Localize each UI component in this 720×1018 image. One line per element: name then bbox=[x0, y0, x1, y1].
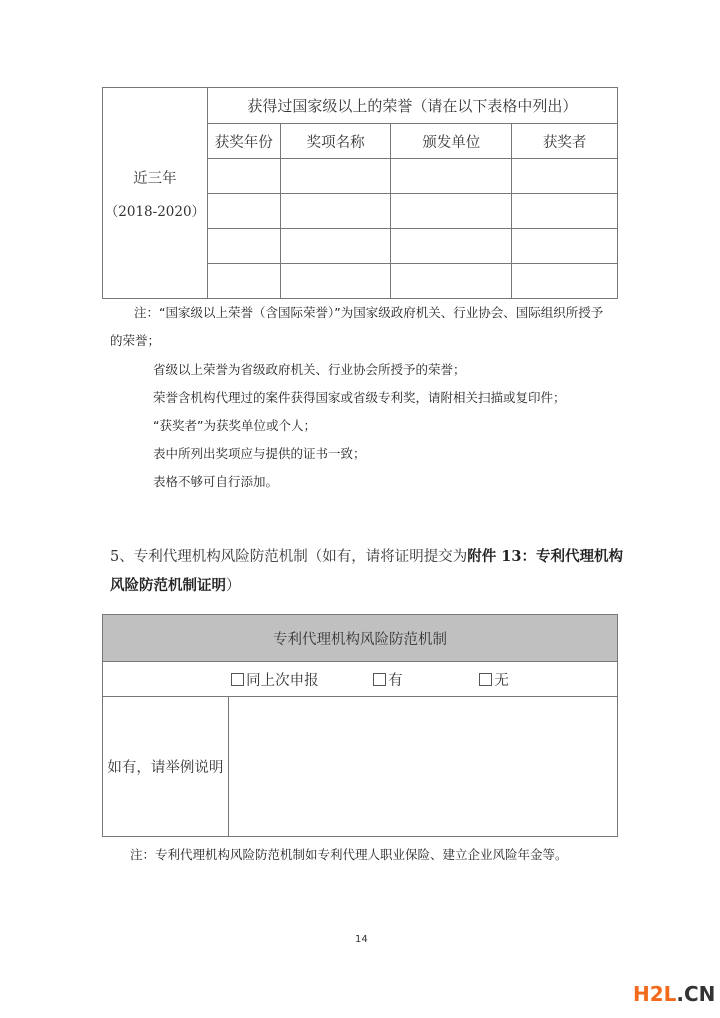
watermark-logo bbox=[633, 982, 715, 1006]
column-header-winner: 获奖者 bbox=[512, 124, 618, 159]
section-5-heading bbox=[110, 545, 623, 566]
description-field[interactable] bbox=[228, 697, 617, 837]
cell-award-name[interactable] bbox=[280, 159, 391, 194]
note-line-1-cont: 的荣誉； bbox=[110, 333, 161, 348]
cell-award-name[interactable] bbox=[280, 194, 391, 229]
cell-winner[interactable] bbox=[512, 264, 618, 299]
section-5-text: 5、专利代理机构风险防范机制（如有，请将证明提交为 bbox=[110, 549, 468, 565]
period-label: 近三年 bbox=[133, 170, 177, 187]
cell-winner[interactable] bbox=[512, 229, 618, 264]
watermark-part2: .CN bbox=[676, 982, 716, 1006]
cell-issuer[interactable] bbox=[391, 229, 512, 264]
note-line-4: “获奖者”为获奖单位或个人； bbox=[153, 418, 316, 433]
section-5-attachment: 附件 13：专利代理机构 bbox=[467, 548, 623, 565]
cell-award-name[interactable] bbox=[280, 264, 391, 299]
option-label: 无 bbox=[494, 672, 509, 689]
cell-issuer[interactable] bbox=[391, 194, 512, 229]
option-yes[interactable] bbox=[373, 669, 403, 690]
cell-year[interactable] bbox=[207, 264, 280, 299]
risk-table-header: 专利代理机构风险防范机制 bbox=[103, 615, 618, 662]
cell-issuer[interactable] bbox=[391, 264, 512, 299]
option-label: 同上次申报 bbox=[246, 672, 319, 689]
column-header-issuer: 颁发单位 bbox=[391, 124, 512, 159]
section-5-attachment-cont: 风险防范机制证明 bbox=[110, 577, 226, 594]
risk-mechanism-table bbox=[102, 614, 618, 837]
period-range: （2018-2020） bbox=[104, 203, 206, 220]
section-5-heading-line2 bbox=[110, 574, 241, 595]
watermark-part1: H2L bbox=[633, 982, 677, 1006]
cell-award-name[interactable] bbox=[280, 229, 391, 264]
page-number: 14 bbox=[355, 934, 368, 945]
section-5-close: ） bbox=[226, 578, 241, 594]
cell-issuer[interactable] bbox=[391, 159, 512, 194]
period-label-cell bbox=[103, 88, 208, 299]
checkbox-icon[interactable] bbox=[479, 673, 492, 686]
risk-options-row bbox=[103, 662, 618, 697]
checkbox-icon[interactable] bbox=[373, 673, 386, 686]
note-line-3: 荣誉含机构代理过的案件获得国家或省级专利奖，请附相关扫描或复印件； bbox=[153, 390, 566, 405]
option-no[interactable] bbox=[479, 669, 509, 690]
description-label: 如有，请举例说明 bbox=[103, 697, 229, 837]
column-header-year: 获奖年份 bbox=[207, 124, 280, 159]
option-label: 有 bbox=[388, 672, 403, 689]
cell-winner[interactable] bbox=[512, 159, 618, 194]
note-line-6: 表格不够可自行添加。 bbox=[153, 474, 279, 489]
note-line-5: 表中所列出奖项应与提供的证书一致； bbox=[153, 446, 366, 461]
note-line-2: 省级以上荣誉为省级政府机关、行业协会所授予的荣誉； bbox=[153, 362, 466, 377]
checkbox-icon[interactable] bbox=[231, 673, 244, 686]
note-line-1: 注：“国家级以上荣誉（含国际荣誉）”为国家级政府机关、行业协会、国际组织所授予 bbox=[134, 305, 604, 320]
cell-year[interactable] bbox=[207, 194, 280, 229]
footer-note: 注：专利代理机构风险防范机制如专利代理人职业保险、建立企业风险年金等。 bbox=[130, 847, 568, 862]
option-same-as-last[interactable] bbox=[231, 669, 319, 690]
cell-winner[interactable] bbox=[512, 194, 618, 229]
cell-year[interactable] bbox=[207, 159, 280, 194]
column-header-award-name: 奖项名称 bbox=[280, 124, 391, 159]
honors-table bbox=[102, 87, 618, 299]
honors-table-title: 获得过国家级以上的荣誉（请在以下表格中列出） bbox=[207, 88, 617, 124]
cell-year[interactable] bbox=[207, 229, 280, 264]
